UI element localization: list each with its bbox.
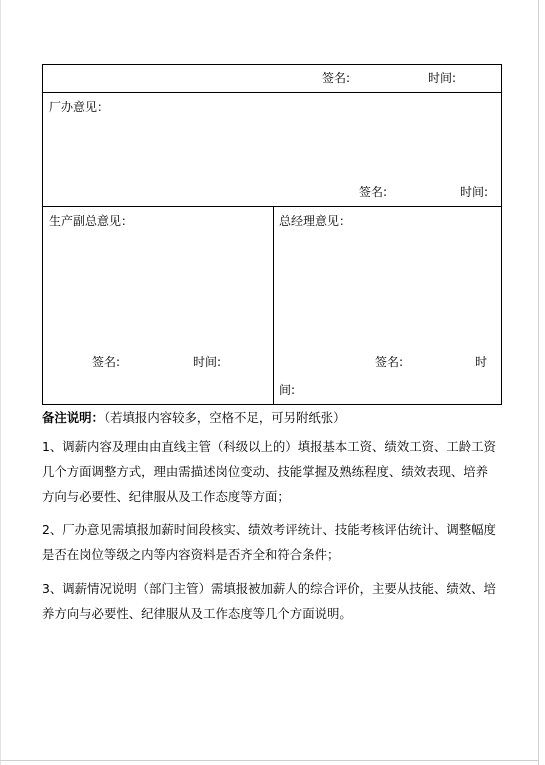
note-item-3-line-2: 养方向与必要性、纪律服从及工作态度等几个方面说明。 xyxy=(42,606,352,621)
note-item-1-line-1: 1、调薪内容及理由由直线主管（科级以上的）填报基本工资、绩效工资、工龄工资 xyxy=(42,439,496,454)
notes-title-suffix: （若填报内容较多，空格不足，可另附纸张） xyxy=(103,410,346,425)
gm-sign-label: 签名: xyxy=(375,355,404,369)
vice-gm-sign-label: 签名: xyxy=(92,355,121,369)
vice-gm-heading: 生产副总意见： xyxy=(49,214,134,228)
factory-office-sign-label: 签名: xyxy=(359,185,388,199)
factory-office-time-label: 时间: xyxy=(460,185,489,199)
note-item-3-line-1: 3、调薪情况说明（部门主管）需填报被加薪人的综合评价，主要从技能、绩效、培 xyxy=(42,581,496,596)
vice-gm-time-label: 时间: xyxy=(193,355,222,369)
row1-sign-label: 签名: xyxy=(322,71,351,85)
factory-office-heading: 厂办意见： xyxy=(49,100,110,114)
page-edge-bottom xyxy=(0,760,539,761)
gm-time-label-part2: 间: xyxy=(279,383,296,397)
approval-form-table xyxy=(42,64,502,405)
row-divider-1 xyxy=(43,92,501,93)
note-item-2-line-1: 2、厂办意见需填报加薪时间段核实、绩效考评统计、技能考核评估统计、调整幅度 xyxy=(42,522,496,537)
note-item-2-line-2: 是否在岗位等级之内等内容资料是否齐全和符合条件； xyxy=(42,547,340,562)
notes-title: 备注说明： xyxy=(42,410,104,425)
page-edge-right xyxy=(538,0,539,765)
page-edge-left xyxy=(0,0,1,765)
row-divider-2 xyxy=(43,206,501,207)
note-item-1-line-3: 方向与必要性、纪律服从及工作态度等方面； xyxy=(42,489,290,504)
row1-time-label: 时间: xyxy=(428,71,457,85)
notes-title-line xyxy=(42,405,502,430)
gm-heading: 总经理意见： xyxy=(279,214,352,228)
column-divider xyxy=(273,207,274,404)
gm-time-label-part1: 时 xyxy=(475,355,488,369)
note-item-1-line-2: 几个方面调整方式，理由需描述岗位变动、技能掌握及熟练程度、绩效表现、培养 xyxy=(42,464,489,479)
